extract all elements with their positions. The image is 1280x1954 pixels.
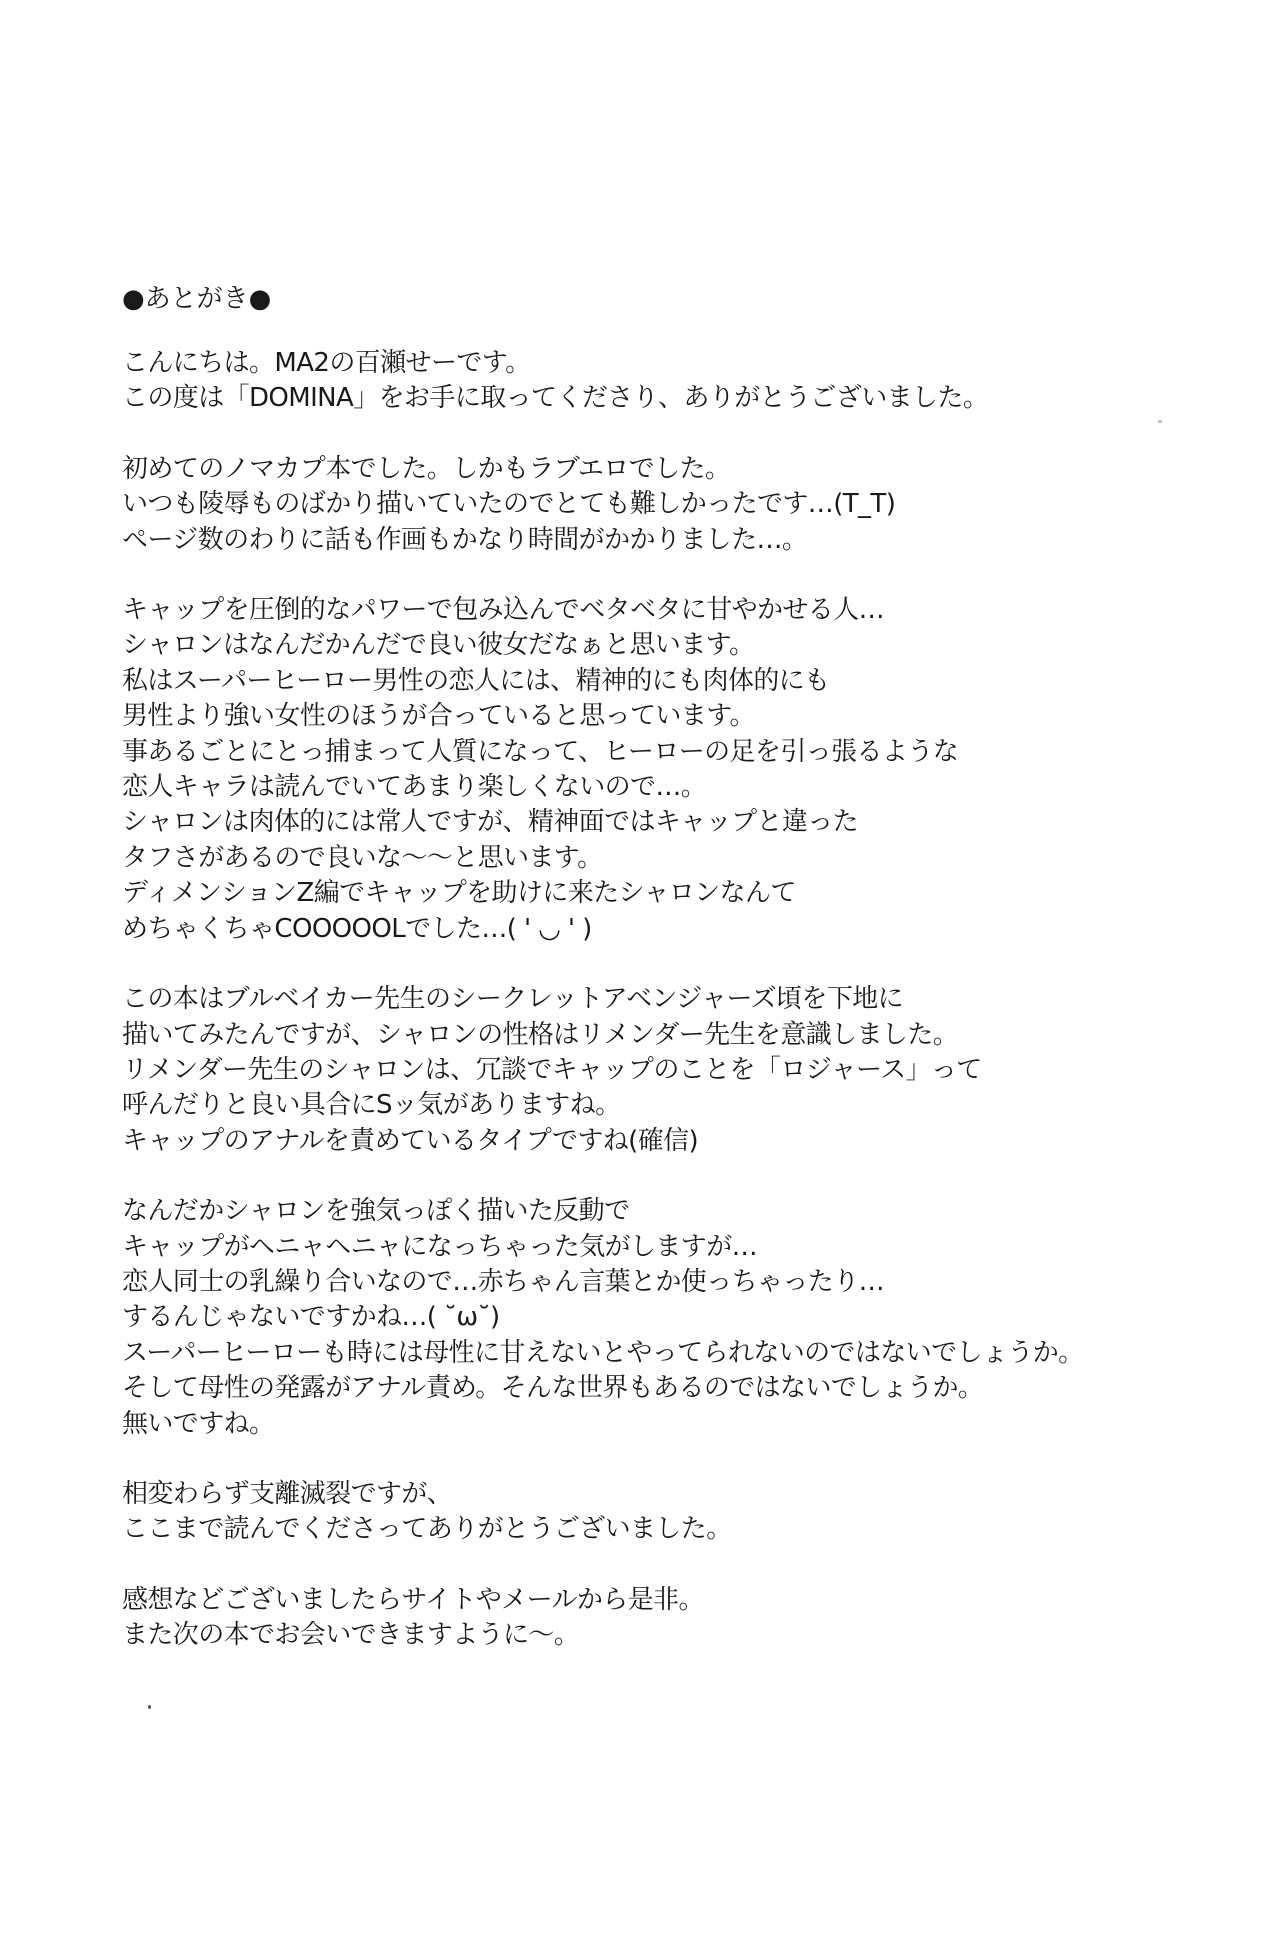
- text-line: この度は「DOMINA」をお手に取ってくださり、ありがとうございました。: [122, 383, 989, 414]
- text-line: シャロンはなんだかんだで良い彼女だなぁと思います。: [122, 630, 755, 661]
- paragraph-first-book: [122, 452, 1202, 558]
- text-line: この本はブルベイカー先生のシークレットアベンジャーズ頃を下地に: [122, 984, 904, 1015]
- text-line: ここまで読んでくださってありがとうございました。: [122, 1514, 732, 1545]
- text-line: 描いてみたんですが、シャロンの性格はリメンダー先生を意識しました。: [122, 1019, 959, 1050]
- paragraph-reaction: [122, 1194, 1202, 1442]
- paragraph-sharon: [122, 593, 1202, 947]
- text-line: リメンダー先生のシャロンは、冗談でキャップのことを「ロジャース」って: [122, 1054, 982, 1085]
- paragraph-closing: [122, 1583, 1202, 1654]
- text-line: キャップを圧倒的なパワーで包み込んでベタベタに甘やかせる人…: [122, 595, 885, 626]
- paragraph-influences: [122, 982, 1202, 1159]
- text-line: 相変わらず支離滅裂ですが、: [122, 1478, 453, 1509]
- text-line: 無いですね。: [122, 1408, 275, 1439]
- text-line: スーパーヒーローも時には母性に甘えないとやってられないのではないでしょうか。: [122, 1337, 1084, 1368]
- text-line: タフさがあるので良いな～～と思います。: [122, 842, 603, 873]
- paragraph-thanks: [122, 1477, 1202, 1548]
- text-line: 恋人同士の乳繰り合いなので…赤ちゃん言葉とか使っちゃったり…: [122, 1266, 885, 1297]
- afterword-heading: ●あとがき●: [122, 284, 272, 314]
- text-line: 初めてのノマカプ本でした。しかもラブエロでした。: [122, 453, 731, 484]
- text-line: シャロンは肉体的には常人ですが、精神面ではキャップと違った: [122, 807, 859, 838]
- text-line: めちゃくちゃCOOOOOLでした…( ' ◡ ' ): [122, 913, 592, 944]
- text-line: 私はスーパーヒーロー男性の恋人には、精神的にも肉体的にも: [122, 665, 830, 696]
- text-line: そして母性の発露がアナル責め。そんな世界もあるのではないでしょうか。: [122, 1373, 984, 1404]
- scan-speck: [148, 1705, 151, 1709]
- text-line: なんだかシャロンを強気っぽく描いた反動で: [122, 1196, 630, 1227]
- text-line: こんにちは。MA2の百瀬せーです。: [122, 348, 531, 378]
- text-line: ディメンションZ編でキャップを助けに来たシャロンなんて: [122, 878, 796, 909]
- text-line: また次の本でお会いできますように～。: [122, 1620, 580, 1651]
- afterword-text: [122, 282, 1202, 1689]
- text-line: 男性より強い女性のほうが合っていると思っています。: [122, 701, 755, 732]
- text-line: 事あるごとにとっ捕まって人質になって、ヒーローの足を引っ張るような: [122, 736, 959, 767]
- text-line: 恋人キャラは読んでいてあまり楽しくないので…。: [122, 772, 707, 803]
- paragraph-greeting: [122, 346, 1202, 417]
- text-line: キャップがヘニャヘニャになっちゃった気がしますが…: [122, 1231, 758, 1262]
- text-line: 呼んだりと良い具合にSッ気がありますね。: [122, 1090, 621, 1121]
- text-line: キャップのアナルを責めているタイプですね(確信): [122, 1125, 699, 1156]
- text-line: 感想などございましたらサイトやメールから是非。: [122, 1584, 704, 1615]
- text-line: するんじゃないですかね…( ˘ω˘): [122, 1302, 500, 1333]
- text-line: ページ数のわりに話も作画もかなり時間がかかりました…。: [122, 524, 808, 555]
- text-line: いつも陵辱ものばかり描いていたのでとても難しかったです…(T_T): [122, 489, 896, 520]
